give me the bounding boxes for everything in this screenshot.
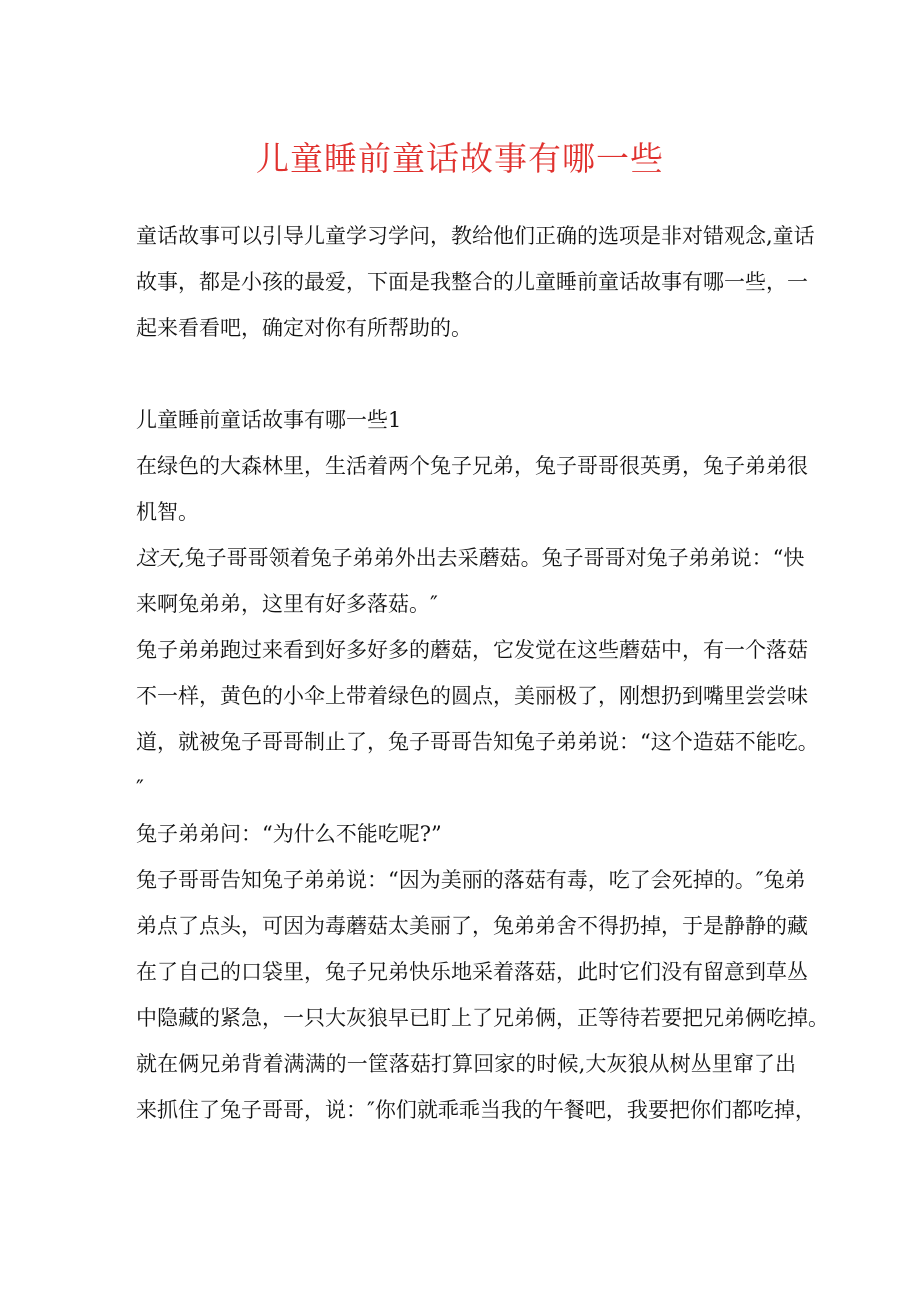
paragraph-line: 在了自己的口袋里，兔子兄弟快乐地采着落菇，此时它们没有留意到草丛 (136, 960, 808, 984)
paragraph-line: ″ (136, 776, 144, 800)
paragraph-line: 弟点了点头，可因为毒蘑菇太美丽了，兔弟弟舍不得扔掉，于是静静的藏 (136, 914, 808, 938)
paragraph-line: 童话故事可以引导儿童学习学问，教给他们正确的选项是非对错观念,童话 (136, 224, 815, 248)
paragraph-line: 兔子弟弟跑过来看到好多好多的蘑菇，它发觉在这些蘑菇中，有一个落菇 (136, 638, 808, 662)
paragraph-line (136, 535, 805, 581)
paragraph-line-text: 兔子哥哥领着兔子弟弟外出去采蘑菇。兔子哥哥对兔子弟弟说：“快 (184, 546, 805, 570)
paragraph-line: 不一样，黄色的小伞上带着绿色的圆点，美丽极了，刚想扔到嘴里尝尝味 (136, 684, 808, 708)
paragraph-line: 就在俩兄弟背着满满的一筐落菇打算回家的时候,大灰狼从树丛里窜了出 (136, 1052, 796, 1076)
document-body (136, 213, 829, 1133)
paragraph-spacer (136, 351, 796, 397)
document-title: 儿童睡前童话故事有哪一些 (256, 139, 664, 178)
paragraph-line: 机智。 (136, 500, 199, 524)
italic-lead-text: 这天, (136, 546, 185, 570)
paragraph-line: 在绿色的大森林里，生活着两个兔子兄弟，兔子哥哥很英勇，兔子弟弟很 (136, 454, 808, 478)
paragraph-line: 兔子弟弟问：“为什么不能吃呢?” (136, 822, 442, 846)
paragraph-line: 中隐藏的紧急，一只大灰狼早已盯上了兄弟俩，正等待若要把兄弟俩吃掉。 (136, 1006, 829, 1030)
paragraph-line: 兔子哥哥告知兔子弟弟说：“因为美丽的落菇有毒，吃了会死掉的。″兔弟 (136, 868, 806, 892)
paragraph-line: 来啊兔弟弟，这里有好多落菇。″ (136, 592, 438, 616)
paragraph-line: 故事，都是小孩的最爱，下面是我整合的儿童睡前童话故事有哪一些，一 (136, 270, 808, 294)
section-heading: 儿童睡前童话故事有哪一些1 (136, 408, 402, 432)
paragraph-line: 道，就被兔子哥哥制止了，兔子哥哥告知兔子弟弟说：“这个造菇不能吃。 (136, 730, 819, 754)
paragraph-line: 来抓住了兔子哥哥，说：″你们就乖乖当我的午餐吧，我要把你们都吃掉， (136, 1098, 816, 1122)
paragraph-line: 起来看看吧，确定对你有所帮助的。 (136, 316, 472, 340)
